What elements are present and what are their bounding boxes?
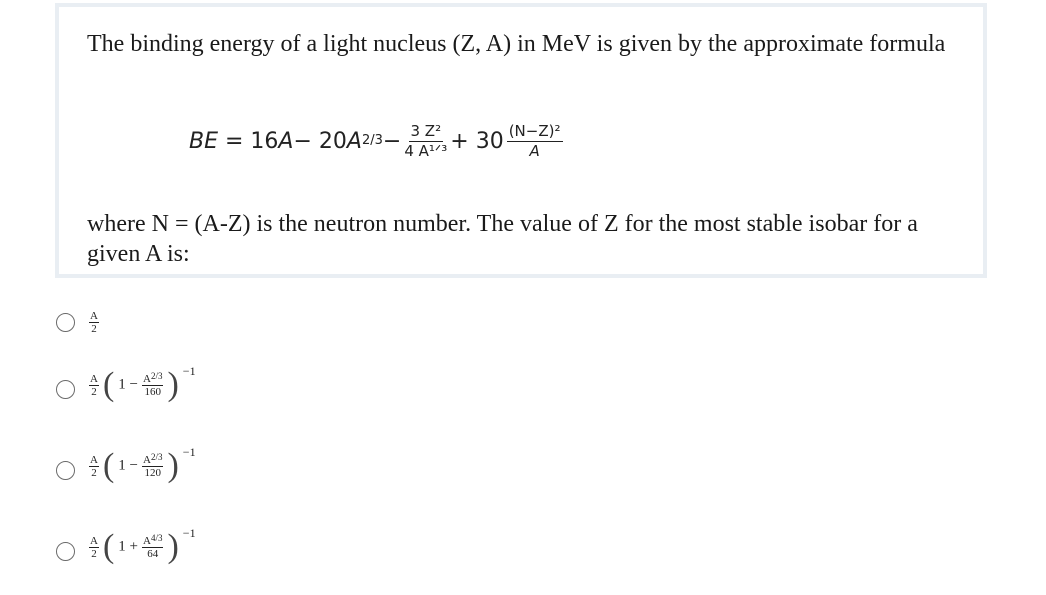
radio-button-3[interactable] bbox=[56, 461, 75, 480]
option-4-math bbox=[89, 525, 196, 565]
option-2-math bbox=[89, 363, 196, 403]
left-paren: ( bbox=[102, 366, 115, 403]
left-paren: ( bbox=[102, 528, 115, 565]
formula-term-16: = 16 bbox=[225, 128, 279, 154]
option-3-one: 1 − bbox=[118, 457, 138, 474]
asymmetry-denominator: A bbox=[529, 141, 540, 160]
formula-lhs: BE bbox=[189, 128, 218, 154]
option-2-exponent: −1 bbox=[182, 363, 196, 378]
fraction-a-over-2: $\frac{A}{2}$ bbox=[90, 372, 98, 398]
answer-option-4[interactable] bbox=[55, 525, 305, 570]
coulomb-denominator: 4 A¹ᐟ³ bbox=[404, 141, 448, 160]
question-text: The binding energy of a light nucleus (Z, A) in MeV is given by the approximate formula bbox=[87, 31, 946, 57]
formula-term-30: + 30 bbox=[450, 128, 504, 154]
formula-a2: A bbox=[346, 128, 362, 154]
radio-button-2[interactable] bbox=[56, 380, 75, 399]
question-card bbox=[55, 3, 987, 278]
fraction-a-over-2: $\frac{A}{2}$ bbox=[90, 310, 98, 335]
fraction-a-over-2: $\frac{A}{2}$ bbox=[90, 534, 98, 560]
option-3-exponent: −1 bbox=[182, 444, 196, 459]
binding-energy-formula: BE = 16 A − 20 A 2/3 − $\frac{\text{3 Z²}}{\text{4 A¹ᐟ³}}$ + 30 $\frac{\text{(N−Z)²}}{A}$ bbox=[189, 121, 561, 160]
option-1-math bbox=[89, 310, 99, 335]
coulomb-numerator: 3 Z² bbox=[410, 121, 442, 140]
formula-coulomb-fraction bbox=[404, 123, 447, 160]
inner-fraction: $\frac{A^{2/3}}{160}$ bbox=[143, 370, 163, 398]
answer-option-2[interactable] bbox=[55, 363, 305, 408]
formula-term-20: − 20 bbox=[293, 128, 347, 154]
right-paren: ) bbox=[167, 528, 179, 565]
option-4-exponent: −1 bbox=[182, 525, 196, 540]
right-paren: ) bbox=[167, 366, 179, 403]
answer-option-1[interactable] bbox=[55, 310, 305, 350]
answer-option-3[interactable] bbox=[55, 444, 305, 489]
option-2-one: 1 − bbox=[118, 376, 138, 393]
asymmetry-numerator: (N−Z)² bbox=[508, 121, 561, 140]
right-paren: ) bbox=[167, 447, 179, 484]
formula-asymmetry-fraction bbox=[507, 123, 563, 160]
option-4-one: 1 + bbox=[118, 538, 138, 555]
formula-minus: − bbox=[382, 128, 402, 154]
radio-button-1[interactable] bbox=[56, 313, 75, 332]
inner-fraction: $\frac{A^{4/3}}{64}$ bbox=[143, 532, 163, 560]
left-paren: ( bbox=[102, 447, 115, 484]
fraction-a-over-2: $\frac{A}{2}$ bbox=[90, 453, 98, 479]
option-3-math bbox=[89, 444, 196, 484]
question-text-cont: where N = (A-Z) is the neutron number. The value of Z for the most stable isobar for a given A is: bbox=[87, 211, 918, 267]
inner-fraction: $\frac{A^{2/3}}{120}$ bbox=[143, 451, 163, 479]
radio-button-4[interactable] bbox=[56, 542, 75, 561]
formula-a1: A bbox=[278, 128, 294, 154]
